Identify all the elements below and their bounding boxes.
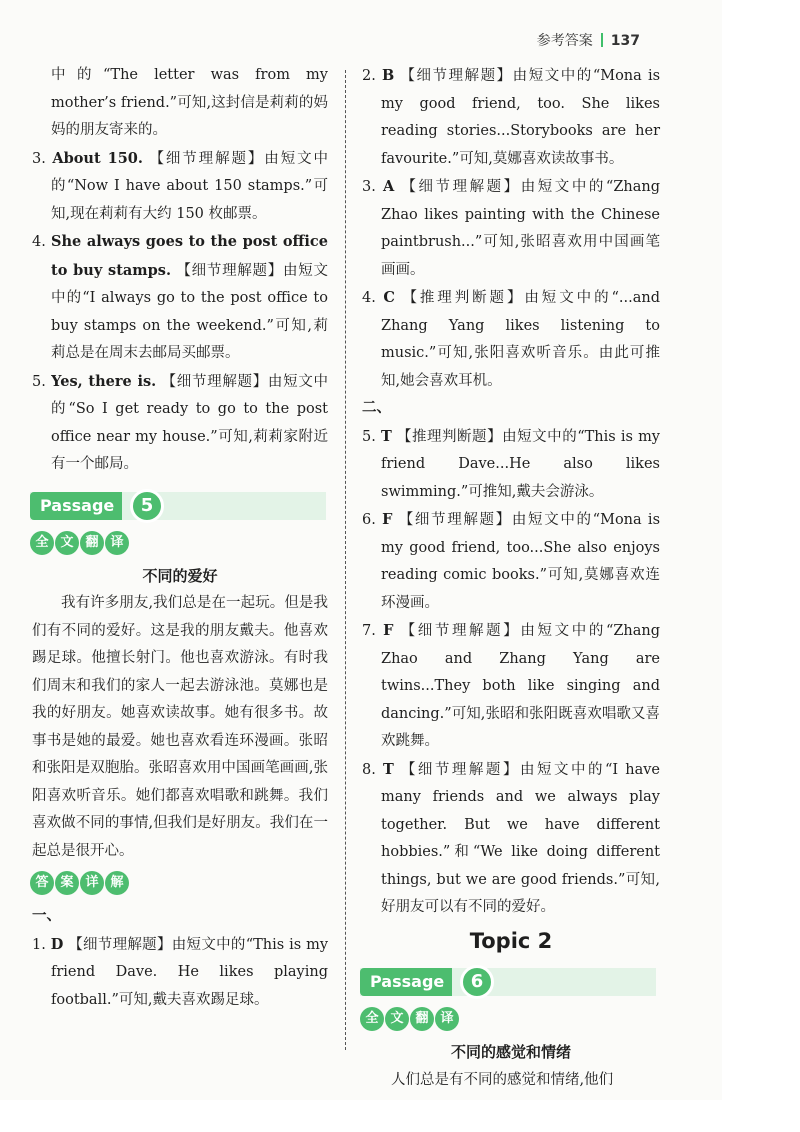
passage-number: 6: [460, 965, 494, 999]
question-type: 【细节理解题】: [149, 150, 265, 167]
translation-title: 不同的爱好: [142, 566, 218, 585]
translation-text: 我有许多朋友,我们总是在一起玩。但是我们有不同的爱好。这是我的朋友戴夫。他喜欢踢足球。他擅长射门。他也喜欢游泳。有时我们周末和我们的家人一起去游泳池。莫娜也是我的好朋友。她喜欢读故事。她有很多书。故事书是她的最爱。她也喜欢看连环漫画。张昭和张阳是双胞胎。张昭喜欢用中国画笔画画,张阳喜欢听音乐。她们都喜欢唱歌和跳舞。我们喜欢做不同的事情,但我们是好朋友。我们在一起总是很开心。: [32, 595, 328, 859]
header-label: 参考答案: [536, 33, 593, 49]
column-divider: [345, 70, 346, 1050]
passage-label: Passage: [360, 968, 452, 996]
passage-number: 5: [130, 489, 164, 523]
question-type: 【细节理解题】: [400, 623, 521, 639]
answer-item-3: 3. About 150. 【细节理解题】由短文中的“Now I have about 150 stamps.”可知,现在莉莉有大约 150 枚邮票。: [32, 149, 329, 222]
question-type: 【细节理解题】: [401, 179, 521, 195]
answer-item-2: 2. B 【细节理解题】由短文中的“Mona is my good friend, too. She likes reading stories...Storybooks are her favourite.”可知,莫娜喜欢读故事书。: [362, 67, 661, 167]
answer-key: F: [383, 622, 394, 639]
answer-key: B: [382, 67, 395, 84]
explanation: 由短文中的“Zhang Zhao likes painting with the Chinese paintbrush...”可知,张昭喜欢用中国画笔画画。: [381, 179, 661, 278]
answer-key: C: [383, 289, 395, 306]
translation-badge: 全 文 翻 译: [30, 531, 328, 557]
explanation: 由短文中的“This is my friend Dave. He likes playing football.”可知,戴夫喜欢踢足球。: [51, 936, 329, 1008]
passage-label: Passage: [30, 492, 122, 520]
answer-item-8: 8. T 【细节理解题】由短文中的“I have many friends and we always play together. But we have different hobbies.”和“We like doing different things, but we are good friends.”可知,好朋友可以有不同的爱好。: [362, 760, 661, 915]
explanation: 由短文中的“...and Zhang Yang likes listening to music.”可知,张阳喜欢听音乐。由此可推知,她会喜欢耳机。: [381, 290, 660, 389]
header-divider: [601, 33, 603, 47]
left-column: [32, 62, 328, 1014]
topic-heading: Topic 2: [469, 928, 553, 953]
question-type: 【细节理解题】: [161, 373, 268, 390]
page-margin: [722, 0, 800, 1132]
question-type: 【推理判断题】: [402, 290, 525, 306]
answer-key: A: [383, 178, 395, 195]
question-type: 【细节理解题】: [400, 761, 520, 778]
translation-text: 人们总是有不同的感觉和情绪,他们: [391, 1071, 614, 1088]
answer-key: T: [382, 760, 394, 778]
right-column: [362, 62, 660, 1094]
answer-key: Yes, there is.: [51, 372, 157, 390]
section-one: 一、: [32, 908, 61, 924]
answer-item-6: 6. F 【细节理解题】由短文中的“Mona is my good friend, too...She also enjoys reading comic books.”可知,莫娜喜欢连环漫画。: [362, 511, 661, 611]
explanation: 由短文中的“I always go to the post office to buy stamps on the weekend.”可知,莉莉总是在周末去邮局买邮票。: [51, 262, 329, 361]
explanation: 由短文中的“Now I have about 150 stamps.”可知,现在莉莉有大约 150 枚邮票。: [51, 150, 329, 222]
answer-item-5: 5. Yes, there is. 【细节理解题】由短文中的“So I get ready to go to the post office near my house.”可知,莉莉家附近有一个邮局。: [32, 372, 329, 472]
answer-item-1: 1. D 【细节理解题】由短文中的“This is my friend Dave. He likes playing football.”可知,戴夫喜欢踢足球。: [32, 935, 329, 1008]
answer-item-3: 3. A 【细节理解题】由短文中的“Zhang Zhao likes painting with the Chinese paintbrush...”可知,张昭喜欢用中国画笔画画。: [362, 178, 661, 278]
answer-detail-badge: 答 案 详 解: [30, 871, 328, 897]
answer-item-5: 5. T 【推理判断题】由短文中的“This is my friend Dave...He also likes swimming.”可推知,戴夫会游泳。: [362, 427, 661, 500]
explanation: 由短文中的“Mona is my good friend, too...She also enjoys reading comic books.”可知,莫娜喜欢连环漫画。: [381, 512, 661, 611]
explanation: 由短文中的“So I get ready to go to the post office near my house.”可知,莉莉家附近有一个邮局。: [51, 373, 329, 472]
answer-continuation: 中的“The letter was from my mother’s friend.”可知,这封信是莉莉的妈妈的朋友寄来的。: [51, 67, 328, 138]
translation-badge: 全 文 翻 译: [360, 1007, 660, 1033]
answer-key: T: [380, 427, 392, 445]
question-type: 【细节理解题】: [400, 68, 513, 84]
passage-6-banner: [360, 965, 660, 999]
explanation: 由短文中的“Zhang Zhao and Zhang Yang are twins...They both like singing and dancing.”可知,张昭和张阳既喜欢唱歌又喜欢跳舞。: [381, 623, 661, 749]
section-two: 二、: [362, 400, 391, 416]
answer-key: D: [50, 935, 64, 953]
page-header: [537, 30, 640, 50]
answer-item-4: 4. C 【推理判断题】由短文中的“...and Zhang Yang likes listening to music.”可知,张阳喜欢听音乐。由此可推知,她会喜欢耳机。: [362, 289, 660, 389]
translation-title: 不同的感觉和情绪: [450, 1043, 571, 1061]
answer-item-4: 4. She always goes to the post office to buy stamps. 【细节理解题】由短文中的“I always go to the post office to buy stamps on the weekend.”可知,莉莉总是在周末去邮局买邮票。: [32, 233, 329, 361]
question-type: 【细节理解题】: [176, 262, 284, 279]
answer-key: F: [382, 511, 393, 528]
explanation: 由短文中的“This is my friend Dave...He also likes swimming.”可推知,戴夫会游泳。: [381, 428, 661, 500]
page-number: 137: [610, 33, 640, 49]
answer-key: She always goes to the post office to buy stamps.: [51, 233, 328, 279]
answer-item-7: 7. F 【细节理解题】由短文中的“Zhang Zhao and Zhang Yang are twins...They both like singing and dancing.”可知,张昭和张阳既喜欢唱歌又喜欢跳舞。: [362, 622, 661, 749]
passage-5-banner: [30, 489, 328, 523]
explanation: 由短文中的“Mona is my good friend, too. She likes reading stories...Storybooks are her favourite.”可知,莫娜喜欢读故事书。: [381, 68, 661, 167]
question-type: 【细节理解题】: [398, 512, 512, 528]
explanation: 由短文中的“I have many friends and we always play together. But we have different hobbies.”和“We like doing different things, but we are good friends.”可知,好朋友可以有不同的爱好。: [381, 761, 661, 915]
question-type: 【推理判断题】: [396, 428, 503, 445]
answer-key: About 150.: [52, 149, 143, 167]
question-type: 【细节理解题】: [68, 936, 172, 953]
